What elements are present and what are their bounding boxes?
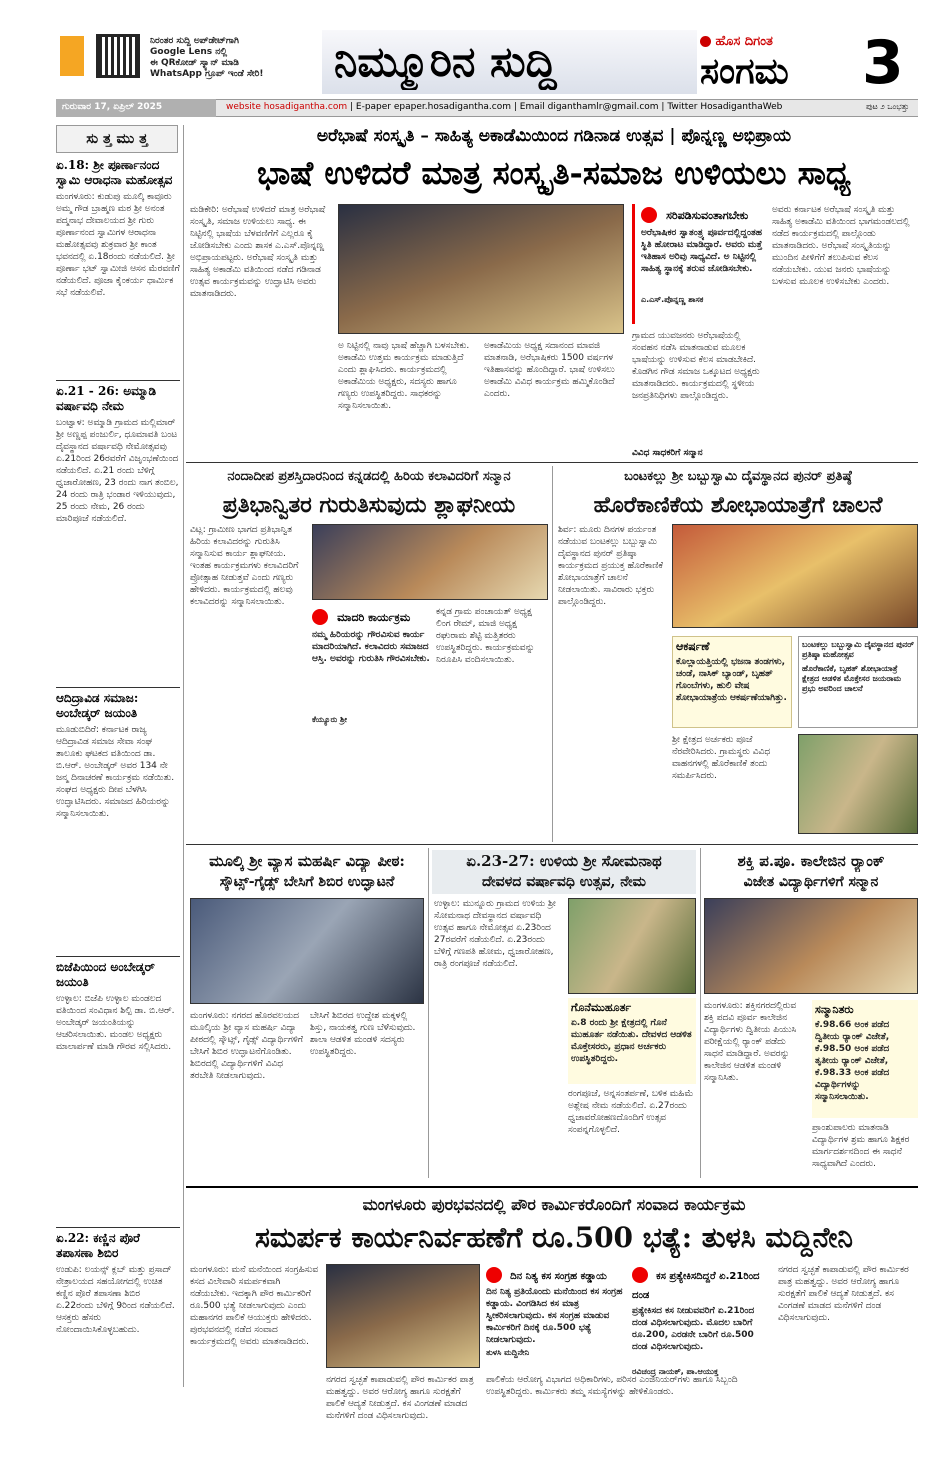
mulki-body: ಮಂಗಳೂರು: ನಗರದ ಹೊರವಲಯದ ಮೂಲ್ಕಿಯ ಶ್ರೀ ವ್ಯಾಸ ಮಹರ್ಷಿ ವಿದ್ಯಾ ಪೀಠದಲ್ಲಿ ಸ್ಕೌಟ್ಸ್, ಗೈಡ್ಸ್ ವಿದ್ಯಾರ್ಥಿಗಳಿಗೆ ಬೇಸಿಗೆ ಶಿಬಿರ ಉದ್ಘಾಟನೆಗೊಂಡಿತು. ಶಿಬಿರದಲ್ಲಿ ವಿದ್ಯಾರ್ಥಿಗಳಿಗೆ ವಿವಿಧ ತರಬೇತಿ ನೀಡಲಾಗುವುದು.: [190, 1011, 304, 1081]
lead-kicker: ಅರೆಭಾಷೆ ಸಂಸ್ಕೃತಿ – ಸಾಹಿತ್ಯ ಅಕಾಡೆಮಿಯಿಂದ ಗಡಿನಾಡ ಉತ್ಸವ | ಪೊನ್ನಣ್ಣ ಅಭಿಪ್ರಾಯ: [316, 126, 792, 146]
speech-icon: [632, 1267, 648, 1283]
lead-body-col3: ಅ ನಿಟ್ಟಿನಲ್ಲಿ ನಾವು ಭಾಷೆ ಹೆಚ್ಚಾಗಿ ಬಳಸಬೇಕು. ಅಕಾಡೆಮಿ ಉತ್ತಮ ಕಾರ್ಯಕ್ರಮ ಮಾಡುತ್ತಿದೆ ಎಂದು ಶ್ಲಾಘಿಸಿದರು. ಕಾರ್ಯಕ್ರಮದಲ್ಲಿ ಅಕಾಡೆಮಿಯ ಅಧ್ಯಕ್ಷರು, ಸದಸ್ಯರು ಹಾಗೂ ಗಣ್ಯರು ಉಪಸ್ಥಿತರಿದ್ದರು. ಸಾಧಕರನ್ನು ಸನ್ಮಾನಿಸಲಾಯಿತು.: [338, 341, 470, 411]
epaper-link[interactable]: E-paper epaper.hosadigantha.com: [355, 102, 512, 112]
ulli-inset: [568, 998, 696, 1084]
sanmana-heading: ಸನ್ಮಾನಿತರು: [815, 1003, 854, 1016]
twitter-link[interactable]: Twitter HosadiganthaWeb: [667, 102, 783, 112]
nandadeep-inset: [312, 606, 430, 734]
attraction-box: [672, 636, 792, 728]
inset-credit: ತುಳಸಿ ಮದ್ದಿನೇನಿ: [486, 1348, 530, 1357]
inset-body: ನಮ್ಮ ಹಿರಿಯರನ್ನು ಗೌರವಿಸುವ ಕಾರ್ಯ ಮಾದರಿಯಾಗಿದೆ. ಕಲಾವಿದರು ಸಮಾಜದ ಆಸ್ತಿ. ಅವರನ್ನು ಗುರುತಿಸಿ ಗೌರವಿಸಬೇಕು.: [312, 630, 430, 664]
mulki-photo: [190, 898, 424, 1004]
left-item-headline: ಬಿಜೆಪಿಯಿಂದ ಅಂಬೇಡ್ಕರ್ ಜಯಂತಿ: [56, 960, 155, 989]
bottom-photo: [326, 1264, 480, 1368]
bantakal-body2: ಶ್ರೀ ಕ್ಷೇತ್ರದ ಅರ್ಚಕರು ಪೂಜೆ ನೆರವೇರಿಸಿದರು. ಗ್ರಾಮಸ್ಥರು ವಿವಿಧ ವಾಹನಗಳಲ್ಲಿ ಹೊರೆಕಾಣಿಕೆ ತಂದು ಸಮರ್ಪಿಸಿದರು.: [672, 735, 771, 781]
lead-headline: ಭಾಷೆ ಉಳಿದರೆ ಮಾತ್ರ ಸಂಸ್ಕೃತಿ-ಸಮಾಜ ಉಳಿಯಲು ಸಾಧ್ಯ: [257, 154, 851, 192]
bantakal-kicker: ಬಂಟಕಲ್ಲು ಶ್ರೀ ಬಬ್ಬುಸ್ವಾಮಿ ದೈವಸ್ಥಾನದ ಪುನರ್ ಪ್ರತಿಷ್ಠೆ: [624, 469, 852, 484]
left-item-5: [56, 1227, 180, 1424]
nandadeep-body: ವಿಟ್ಲ: ಗ್ರಾಮೀಣ ಭಾಗದ ಪ್ರತಿಭಾನ್ವಿತ ಹಿರಿಯ ಕಲಾವಿದರನ್ನು ಗುರುತಿಸಿ ಸನ್ಮಾನಿಸುವ ಕಾರ್ಯ ಶ್ಲಾಘನೀಯ. ಇಂತಹ ಕಾರ್ಯಕ್ರಮಗಳು ಕಲಾವಿದರಿಗೆ ಪ್ರೋತ್ಸಾಹ ನೀಡುತ್ತವೆ ಎಂದು ಗಣ್ಯರು ಹೇಳಿದರು. ಕಾರ್ಯಕ್ರಮದಲ್ಲಿ ಹಲವು ಕಲಾವಿದರನ್ನು ಸನ್ಮಾನಿಸಲಾಯಿತು.: [190, 525, 299, 607]
bottom-body4: ನಗರದ ಸ್ವಚ್ಛತೆ ಕಾಪಾಡುವಲ್ಲಿ ಪೌರ ಕಾರ್ಮಿಕರ ಪಾತ್ರ ಮಹತ್ವದ್ದು. ಅವರ ಆರೋಗ್ಯ ಹಾಗೂ ಸುರಕ್ಷತೆಗೆ ಪಾಲಿಕೆ ಆದ್ಯತೆ ನೀಡುತ್ತದೆ. ಕಸ ವಿಂಗಡಣೆ ಮಾಡದ ಮನೆಗಳಿಗೆ ದಂಡ ವಿಧಿಸಲಾಗುವುದು.: [778, 1265, 909, 1323]
inset-body: ಏ.8 ರಂದು ಶ್ರೀ ಕ್ಷೇತ್ರದಲ್ಲಿ ಗೊನೆ ಮುಹೂರ್ತ ನಡೆಯಿತು. ದೇವಳದ ಆಡಳಿತ ಮೊಕ್ತೇಸರರು, ಪ್ರಧಾನ ಅರ್ಚಕರು ಉಪಸ್ಥಿತರಿದ್ದರು.: [571, 1018, 692, 1064]
bottom-body3: ಪಾಲಿಕೆಯ ಆರೋಗ್ಯ ವಿಭಾಗದ ಅಧಿಕಾರಿಗಳು, ಪರಿಸರ ಎಂಜಿನಿಯರ್‌ಗಳು ಹಾಗೂ ಸಿಬ್ಬಂದಿ ಉಪಸ್ಥಿತರಿದ್ದರು. ಕಾರ್ಮಿಕರು ತಮ್ಮ ಸಮಸ್ಯೆಗಳನ್ನು ಹೇಳಿಕೊಂಡರು.: [486, 1375, 738, 1397]
date: ಗುರುವಾರ 17, ಏಪ್ರಿಲ್ 2025: [62, 102, 163, 112]
qr-code: [96, 34, 140, 78]
inset-heading: ಕಸ ಪ್ರತ್ಯೇಕಿಸದಿದ್ದರೆ ಏ.21ರಿಂದ ದಂಡ: [632, 1271, 760, 1301]
lead-inset: [632, 204, 766, 324]
inset-credit: ಕೆಯ್ಯೂರು ಶ್ರೀ: [312, 715, 348, 724]
inset-body: ದಿನ ನಿತ್ಯ ಪ್ರತಿಯೊಂದು ಮನೆಯಿಂದ ಕಸ ಸಂಗ್ರಹ ಕಡ್ಡಾಯ. ವಿಂಗಡಿಸಿದ ಕಸ ಮಾತ್ರ ಸ್ವೀಕರಿಸಲಾಗುವುದು. ಕಸ ಸಂಗ್ರಹ ಮಾಡುವ ಕಾರ್ಮಿಕರಿಗೆ ದಿನಕ್ಕೆ ರೂ.500 ಭತ್ಯೆ ನೀಡಲಾಗುವುದು.: [486, 1287, 623, 1345]
bottom-inset-2: [632, 1264, 772, 1376]
left-item-4: [56, 956, 180, 1213]
bantakal-headline: ಹೊರೆಕಾಣಿಕೆಯ ಶೋಭಾಯಾತ್ರೆಗೆ ಚಾಲನೆ: [593, 492, 883, 518]
bottom-kicker: ಮಂಗಳೂರು ಪುರಭವನದಲ್ಲಿ ಪೌರ ಕಾರ್ಮಿಕರೊಂದಿಗೆ ಸಂವಾದ ಕಾರ್ಯಕ್ರಮ: [362, 1195, 746, 1214]
left-item-body: ಉಡುಪಿ: ಲಯನ್ಸ್ ಕ್ಲಬ್ ಮತ್ತು ಪ್ರಸಾದ್ ನೇತ್ರಾಲಯದ ಸಹಯೋಗದಲ್ಲಿ ಉಚಿತ ಕಣ್ಣಿನ ಪೊರೆ ತಪಾಸಣಾ ಶಿಬಿರ ಏ.22ರಂದು ಬೆಳಿಗ್ಗೆ 9ರಿಂದ ನಡೆಯಲಿದೆ. ಆಸಕ್ತರು ಹೆಸರು ನೋಂದಾಯಿಸಿಕೊಳ್ಳಬಹುದು.: [56, 1265, 175, 1335]
caption-1: ಬಂಟಕಲ್ಲು ಬಬ್ಬುಸ್ವಾಮಿ ದೈವಸ್ಥಾನದ ಪುನರ್ ಪ್ರತಿಷ್ಠಾ ಮಹೋತ್ಸವ: [802, 640, 914, 659]
sanmana-body: ಕೆ.98.66 ಅಂಕ ಪಡೆದ ದ್ವಿತೀಯ ರ್‍ಯಾಂಕ್ ವಿಜೇತೆ, ಕೆ.98.50 ಅಂಕ ಪಡೆದ ತೃತೀಯ ರ್‍ಯಾಂಕ್ ವಿಜೇತೆ, ಕೆ.98.33 ಅಂಕ ಪಡೆದ ವಿದ್ಯಾರ್ಥಿಗಳನ್ನು ಸನ್ಮಾನಿಸಲಾಯಿತು.: [815, 1020, 890, 1102]
nandadeep-body2: ಕನ್ನಡ ಗ್ರಾಮ ಪಂಚಾಯತ್ ಅಧ್ಯಕ್ಷ ಲಿಂಗ ರೇಮ್, ಮಾಜಿ ಅಧ್ಯಕ್ಷ ರಘುರಾಮ ಶೆಟ್ಟಿ ಮತ್ತಿತರರು ಉಪಸ್ಥಿತರಿದ್ದರು. ಕಾರ್ಯಕ್ರಮವನ್ನು ನಿರೂಪಿಸಿ ವಂದಿಸಲಾಯಿತು.: [436, 607, 535, 665]
inset-credit: ರವಿಚಂದ್ರ ನಾಯಕ್, ಪಾ.ಆಯುಕ್ತ: [632, 1367, 719, 1376]
nandadeep-headline: ಪ್ರತಿಭಾನ್ವಿತರ ಗುರುತಿಸುವುದು ಶ್ಲಾಘನೀಯ: [222, 492, 516, 518]
left-item-headline: ಏ.21 - 26: ಅಮ್ಮಾಡಿ ವರ್ಷಾವಧಿ ನೇಮ: [56, 384, 157, 413]
inset-heading: ದಿನ ನಿತ್ಯ ಕಸ ಸಂಗ್ರಹ ಕಡ್ಡಾಯ: [510, 1271, 607, 1282]
left-item-headline: ಏ.18: ಶ್ರೀ ಪೂರ್ಣಾನಂದ ಸ್ವಾಮಿ ಆರಾಧನಾ ಮಹೋತ್ಸವ: [56, 158, 173, 187]
bottom-headline: ಸಮರ್ಪಕ ಕಾರ್ಯನಿರ್ವಹಣೆಗೆ ರೂ.500 ಭತ್ಯೆ: ತುಳಸಿ ಮದ್ದಿನೇನಿ: [255, 1221, 853, 1254]
mulki-headline-1: ಮೂಲ್ಕಿ ಶ್ರೀ ವ್ಯಾಸ ಮಹರ್ಷಿ ವಿದ್ಯಾ ಪೀಠ:: [209, 852, 405, 870]
inset-heading: ಮಾದರಿ ಕಾರ್ಯಕ್ರಮ: [337, 611, 411, 624]
page-count: ಪುಟ ೨ ಒಂಭತ್ತು: [866, 102, 910, 111]
sanmana-box: [812, 1000, 918, 1118]
left-item-3: [56, 687, 180, 944]
left-item-body: ಮಂಗಳೂರು: ಕುಡುಪು ಮೂಲ್ಕಿ ಕಾವೂರು ಅಮ್ಮ ಗೌಡ ಬ್ರಾಹ್ಮಣ ಮಠ ಶ್ರೀ ಅನಂತ ಪದ್ಮನಾಭ ದೇವಾಲಯದ ಶ್ರೀ ಗುರು ಪೂರ್ಣಾನಂದ ಸ್ವಾಮಿಗಳ ಆರಾಧನಾ ಮಹೋತ್ಸವವು ಶುಕ್ರವಾರ ಶ್ರೀ ಕಾಂತ ಭವನದಲ್ಲಿ ಏ.18ರಂದು ನಡೆಯಲಿದೆ. ಶ್ರೀ ಪೂರ್ಣಾ ಭಟ್ ಸ್ವಾಮೀಜಿ ಆಸನ ಮೆರವಣಿಗೆ ನಡೆಯಲಿದೆ. ಪೂಜಾ ಕೈಂಕರ್ಯ ಧಾರ್ಮಿಕ ಸಭೆ ನಡೆಯಲಿವೆ.: [56, 192, 180, 298]
bantakal-caption-box: [798, 636, 918, 728]
nandadeep-kicker: ನಂದಾದೀಪ ಪ್ರಶಸ್ತಿದಾರನಿಂದ ಕನ್ನಡದಲ್ಲಿ ಹಿರಿಯ ಕಲಾವಿದರಿಗೆ ಸನ್ಮಾನ: [227, 469, 511, 484]
left-column-title: ಸು ತ್ತ ಮು ತ್ತ: [86, 131, 148, 147]
left-item-1: [56, 158, 180, 386]
bantakal-body: ಶಿರ್ವ: ಮೂರು ದಿನಗಳ ಪರ್ಯಂತ ನಡೆಯುವ ಬಂಟಕಲ್ಲು ಬಬ್ಬುಸ್ವಾಮಿ ದೈವಸ್ಥಾನದ ಪುನರ್ ಪ್ರತಿಷ್ಠಾ ಕಾರ್ಯಕ್ರಮದ ಪ್ರಯುಕ್ತ ಹೊರೆಕಾಣಿಕೆ ಶೋಭಾಯಾತ್ರೆಗೆ ಚಾಲನೆ ನೀಡಲಾಯಿತು. ಸಾವಿರಾರು ಭಕ್ತರು ಪಾಲ್ಗೊಂಡಿದ್ದರು.: [558, 525, 664, 607]
brand-logo: ಹೊಸ ದಿಗಂತ: [700, 34, 840, 49]
orange-tab: [60, 36, 84, 76]
caption-2: ಹೊರೆಕಾಣಿಕೆ, ಬೃಹತ್ ಶೋಭಾಯಾತ್ರೆ ಕ್ಷೇತ್ರದ ಆಡಳಿತ ಮೊಕ್ತೇಸರ ಜಯರಾಮ ಪ್ರಭು ಅವರಿಂದ ಚಾಲನೆ: [802, 664, 902, 693]
nandadeep-photo: [312, 524, 548, 600]
mulki-body2: ಬೇಸಿಗೆ ಶಿಬಿರದ ಉದ್ದೇಶ ಮಕ್ಕಳಲ್ಲಿ ಶಿಸ್ತು, ನಾಯಕತ್ವ ಗುಣ ಬೆಳೆಸುವುದು. ಶಾಲಾ ಆಡಳಿತ ಮಂಡಳಿ ಸದಸ್ಯರು ಉಪಸ್ಥಿತರಿದ್ದರು.: [310, 1011, 416, 1057]
website-link[interactable]: website hosadigantha.com: [226, 102, 348, 112]
edition-name: ಸಂಗಮ: [700, 50, 789, 92]
bottom-body: ಮಂಗಳೂರು: ಮನೆ ಮನೆಯಿಂದ ಸಂಗ್ರಹಿಸುವ ಕಸದ ವಿಲೇವಾರಿ ಸಮರ್ಪಕವಾಗಿ ನಡೆಯಬೇಕು. ಇದಕ್ಕಾಗಿ ಪೌರ ಕಾರ್ಮಿಕರಿಗೆ ರೂ.500 ಭತ್ಯೆ ನೀಡಲಾಗುವುದು ಎಂದು ಮಹಾನಗರ ಪಾಲಿಕೆ ಆಯುಕ್ತರು ಹೇಳಿದರು. ಪುರಭವನದಲ್ಲಿ ನಡೆದ ಸಂವಾದ ಕಾರ್ಯಕ್ರಮದಲ್ಲಿ ಅವರು ಮಾತನಾಡಿದರು.: [190, 1265, 319, 1347]
email-link[interactable]: Email diganthamlr@gmail.com: [519, 102, 659, 112]
shakti-body2: ಪ್ರಾಂಶುಪಾಲರು ಮಾತನಾಡಿ ವಿದ್ಯಾರ್ಥಿಗಳ ಶ್ರಮ ಹಾಗೂ ಶಿಕ್ಷಕರ ಮಾರ್ಗದರ್ಶನದಿಂದ ಈ ಸಾಧನೆ ಸಾಧ್ಯವಾಗಿದೆ ಎಂದರು.: [812, 1123, 910, 1169]
inset-heading: ಗೊನೆಮುಹೂರ್ತ: [571, 1001, 632, 1014]
lead-subhead: ವಿವಿಧ ಸಾಧಕರಿಗೆ ಸನ್ಮಾನ: [632, 448, 703, 458]
lead-body-col6: ಅವರು ಕರ್ನಾಟಕ ಅರೆಭಾಷೆ ಸಂಸ್ಕೃತಿ ಮತ್ತು ಸಾಹಿತ್ಯ ಅಕಾಡೆಮಿ ವತಿಯಿಂದ ಭಾಗಮಂಡಲದಲ್ಲಿ ನಡೆದ ಕಾರ್ಯಕ್ರಮದಲ್ಲಿ ಪಾಲ್ಗೊಂಡು ಮಾತನಾಡಿದರು. ಅರೆಭಾಷೆ ಸಂಸ್ಕೃತಿಯನ್ನು ಮುಂದಿನ ಪೀಳಿಗೆಗೆ ತಲುಪಿಸುವ ಕೆಲಸ ನಡೆಯಬೇಕು. ಯುವ ಜನರು ಭಾಷೆಯನ್ನು ಬಳಸುವ ಮೂಲಕ ಉಳಿಸಬೇಕು ಎಂದರು.: [772, 205, 910, 287]
inset-body: ಅರೆಭಾಷಿಕರ ಸ್ವಾತಂತ್ರ್ಯ ಪೂರ್ವದಲ್ಲಿದ್ದಂತಹ ಸ್ಥಿತಿ ಹೋರಾಟ ಮಾಡಿದ್ದಾರೆ. ಅವರು ಮತ್ತೆ ಇತಿಹಾಸ ಅರಿವು ಸಾಧ್ಯವಿದೆ. ಅ ನಿಟ್ಟಿನಲ್ಲಿ ಸಾಹಿತ್ಯ ಸ್ಥಾನಕ್ಕೆ ತರುವ ಜೋಡಿಸಬೇಕು.: [641, 228, 763, 274]
left-column-header: [56, 125, 178, 153]
attraction-body: ಕೊಲ್ಲಾಯತ್ತಿಯಲ್ಲಿ ಭಜನಾ ತಂಡಗಳು, ಚಂಡೆ, ನಾಸಿಕ್ ಬ್ಯಾಂಡ್, ಬೃಹತ್ ಗೊಂಬೆಗಳು, ಹುಲಿ ವೇಷ ಶೋಭಾಯಾತ್ರೆಯ ಆಕರ್ಷಣೆಯಾಗಿತ್ತು.: [676, 657, 787, 703]
ulli-headline-2: ದೇವಳದ ವರ್ಷಾವಧಿ ಉತ್ಸವ, ನೇಮ: [482, 874, 646, 890]
page-number: 3: [862, 28, 904, 98]
bantakal-photo-2: [798, 734, 918, 834]
inset-credit: ಎ.ಎಸ್.ಪೊನ್ನಣ್ಣ ಶಾಸಕ: [641, 295, 704, 304]
section-title: ನಿಮ್ಮೂರಿನ ಸುದ್ದಿ: [334, 37, 557, 86]
speech-icon: [641, 207, 657, 223]
speech-icon: [486, 1267, 502, 1283]
lead-body-col1: ಮಡಿಕೇರಿ: ಅರೆಭಾಷೆ ಉಳಿದರೆ ಮಾತ್ರ ಅರೆಭಾಷೆ ಸಂಸ್ಕೃತಿ, ಸಮಾಜ ಉಳಿಯಲು ಸಾಧ್ಯ. ಈ ನಿಟ್ಟಿನಲ್ಲಿ ಭಾಷೆಯ ಬೆಳವಣಿಗೆಗೆ ಎಲ್ಲರೂ ಕೈ ಜೋಡಿಸಬೇಕು ಎಂದು ಶಾಸಕ ಎ.ಎಸ್.ಪೊನ್ನಣ್ಣ ಅಭಿಪ್ರಾಯಪಟ್ಟರು. ಅರೆಭಾಷೆ ಸಂಸ್ಕೃತಿ ಮತ್ತು ಸಾಹಿತ್ಯ ಅಕಾಡೆಮಿ ವತಿಯಿಂದ ನಡೆದ ಗಡಿನಾಡ ಉತ್ಸವ ಕಾರ್ಯಕ್ರಮವನ್ನು ಉದ್ಘಾಟಿಸಿ ಅವರು ಮಾತನಾಡಿದರು.: [190, 205, 326, 299]
shakti-headline-1: ಶಕ್ತಿ ಪ.ಪೂ. ಕಾಲೇಜಿನ ರ್‍ಯಾಂಕ್: [737, 852, 885, 870]
ulli-body: ಉಳ್ಳಾಲ: ಮುನ್ನೂರು ಗ್ರಾಮದ ಉಳಿಯ ಶ್ರೀ ಸೋಮನಾಥ ದೇವಸ್ಥಾನದ ವರ್ಷಾವಧಿ ಉತ್ಸವ ಹಾಗೂ ನೇಮೋತ್ಸವ ಏ.23ರಿಂದ 27ರವರೆಗೆ ನಡೆಯಲಿದೆ. ಏ.23ರಂದು ಬೆಳಿಗ್ಗೆ ಗಣಪತಿ ಹೋಮ, ಧ್ವಜಾರೋಹಣ, ರಾತ್ರಿ ರಂಗಪೂಜೆ ನಡೆಯಲಿದೆ.: [434, 899, 556, 969]
left-item-2: [56, 380, 180, 667]
mulki-headline-2: ಸ್ಕೌಟ್ಸ್-ಗೈಡ್ಸ್ ಬೇಸಿಗೆ ಶಿಬಿರ ಉದ್ಘಾಟನೆ: [219, 874, 395, 890]
speech-icon: [312, 609, 328, 625]
bottom-body2: ನಗರದ ಸ್ವಚ್ಛತೆ ಕಾಪಾಡುವಲ್ಲಿ ಪೌರ ಕಾರ್ಮಿಕರ ಪಾತ್ರ ಮಹತ್ವದ್ದು. ಅವರ ಆರೋಗ್ಯ ಹಾಗೂ ಸುರಕ್ಷತೆಗೆ ಪಾಲಿಕೆ ಆದ್ಯತೆ ನೀಡುತ್ತದೆ. ಕಸ ವಿಂಗಡಣೆ ಮಾಡದ ಮನೆಗಳಿಗೆ ದಂಡ ವಿಧಿಸಲಾಗುವುದು.: [326, 1375, 474, 1421]
ulli-headline-1: ಏ.23-27: ಉಳಿಯ ಶ್ರೀ ಸೋಮನಾಥ: [466, 852, 662, 870]
bantakal-photo: [672, 524, 918, 628]
left-item-headline: ಏ.22: ಕಣ್ಣಿನ ಪೊರೆ ತಪಾಸಣಾ ಶಿಬಿರ: [56, 1231, 140, 1260]
attraction-heading: ಆಕರ್ಷಣೆ: [676, 640, 710, 653]
contact-line: website hosadigantha.com | E-paper epaper.hosadigantha.com | Email diganthamlr@gmail.com | Twitter HosadiganthaWeb: [226, 102, 783, 112]
shakti-photo: [704, 898, 918, 994]
left-item-body: ಉಳ್ಳಾಲ: ಬಿಜೆಪಿ ಉಳ್ಳಾಲ ಮಂಡಲದ ವತಿಯಿಂದ ಸಂವಿಧಾನ ಶಿಲ್ಪಿ ಡಾ. ಬಿ.ಆರ್. ಅಂಬೇಡ್ಕರ್ ಜಯಂತಿಯನ್ನು ಆಚರಿಸಲಾಯಿತು. ಮಂಡಲ ಅಧ್ಯಕ್ಷರು ಮಾಲಾರ್ಪಣೆ ಮಾಡಿ ಗೌರವ ಸಲ್ಲಿಸಿದರು.: [56, 994, 175, 1052]
ulli-body2: ರಂಗಪೂಜೆ, ಅನ್ನಸಂತರ್ಪಣೆ, ಬಳಿಕ ಮಹಿಮೆ ಅಶ್ಲೇಷ ನೇಮ ನಡೆಯಲಿದೆ. ಏ.27ರಂದು ಧ್ವಜಾವರೋಹಣದೊಂದಿಗೆ ಉತ್ಸವ ಸಂಪನ್ನಗೊಳ್ಳಲಿದೆ.: [568, 1089, 694, 1135]
qr-promo: ನಿರಂತರ ಸುದ್ದಿ ಅಪ್‌ಡೇಟ್‌ಗಾಗಿ Google Lens ನಲ್ಲಿ ಈ QRಕೋಡ್ ಸ್ಕ್ಯಾನ್ ಮಾಡಿ WhatsApp ಗ್ರೂಪ್ ಇಂಡೆ ಸೇರಿ!: [150, 36, 264, 79]
lead-photo: [338, 204, 624, 334]
ulli-photo: [568, 898, 696, 994]
left-item-headline: ಆದಿದ್ರಾವಿಡ ಸಮಾಜ: ಅಂಬೇಡ್ಕರ್ ಜಯಂತಿ: [56, 691, 139, 720]
lead-body-col4: ಅಕಾಡೆಮಿಯ ಅಧ್ಯಕ್ಷ ಸದಾನಂದ ಮಾವಜಿ ಮಾತನಾಡಿ, ಅರೆಭಾಷಿಕರು 1500 ವರ್ಷಗಳ ಇತಿಹಾಸವನ್ನು ಹೊಂದಿದ್ದಾರೆ. ಭಾಷೆ ಉಳಿಸಲು ಅಕಾಡೆಮಿ ವಿವಿಧ ಕಾರ್ಯಕ್ರಮ ಹಮ್ಮಿಕೊಂಡಿದೆ ಎಂದರು.: [484, 341, 615, 399]
shakti-headline-2: ವಿಜೇತ ವಿದ್ಯಾರ್ಥಿಗಳಿಗೆ ಸನ್ಮಾನ: [743, 874, 879, 890]
left-item-body: ಮೂಡುಬಿದಿರೆ: ಕರ್ನಾಟಕ ರಾಜ್ಯ ಆದಿದ್ರಾವಿಡ ಸಮಾಜ ಸೇವಾ ಸಂಘ ತಾಲೂಕು ಘಟಕದ ವತಿಯಿಂದ ಡಾ. ಬಿ.ಆರ್. ಅಂಬೇಡ್ಕರ್ ಅವರ 134 ನೇ ಜನ್ಮ ದಿನಾಚರಣೆ ಕಾರ್ಯಕ್ರಮ ನಡೆಯಿತು. ಸಂಘದ ಅಧ್ಯಕ್ಷರು ದೀಪ ಬೆಳಗಿಸಿ ಉದ್ಘಾಟಿಸಿದರು. ಸಮಾಜದ ಹಿರಿಯರನ್ನು ಸನ್ಮಾನಿಸಲಾಯಿತು.: [56, 725, 175, 819]
left-item-body: ಬಂಟ್ವಾಳ: ಅಮ್ಮಾಡಿ ಗ್ರಾಮದ ಮಲ್ಲಿಮಾರ್ ಶ್ರೀ ಅಣ್ಣಪ್ಪ ಪಂಜುರ್ಲಿ, ಧೂಮಾವತಿ ಬಂಟ ದೈವಸ್ಥಾನದ ವರ್ಷಾವಧಿ ನೇಮೋತ್ಸವವು ಏ.21ರಿಂದ 26ರವರೆಗೆ ವಿಜೃಂಭಣೆಯಿಂದ ನಡೆಯಲಿದೆ. ಏ.21 ರಂದು ಬೆಳಿಗ್ಗೆ ಧ್ವಜಾರೋಹಣ, 23 ರಂದು ನಾಗ ತಂಬಿಲ, 24 ರಂದು ರಾತ್ರಿ ಭಂಡಾರ ಇಳಿಯುವುದು, 25 ರಂದು ನೇಮ, 26 ರಂದು ಮಾರಿಪೂಜೆ ನಡೆಯಲಿದೆ.: [56, 418, 179, 524]
brand-dot-icon: [700, 36, 711, 47]
shakti-body: ಮಂಗಳೂರು: ಶಕ್ತಿನಗರದಲ್ಲಿರುವ ಶಕ್ತಿ ಪದವಿ ಪೂರ್ವ ಕಾಲೇಜಿನ ವಿದ್ಯಾರ್ಥಿಗಳು ದ್ವಿತೀಯ ಪಿಯುಸಿ ಪರೀಕ್ಷೆಯಲ್ಲಿ ರ್‍ಯಾಂಕ್ ಪಡೆದು ಸಾಧನೆ ಮಾಡಿದ್ದಾರೆ. ಅವರನ್ನು ಕಾಲೇಜಿನ ಆಡಳಿತ ಮಂಡಳಿ ಸನ್ಮಾನಿಸಿತು.: [704, 1001, 797, 1083]
bottom-inset-1: [486, 1264, 626, 1368]
inset-heading: ಸರಿಪಡಿಸುವಂತಾಗಬೇಕು: [666, 209, 749, 222]
inset-body: ಪ್ರತ್ಯೇಕಿಸದ ಕಸ ನೀಡುವವರಿಗೆ ಏ.21ರಿಂದ ದಂಡ ವಿಧಿಸಲಾಗುವುದು. ಮೊದಲ ಬಾರಿಗೆ ರೂ.200, ಎರಡನೇ ಬಾರಿಗೆ ರೂ.500 ದಂಡ ವಿಧಿಸಲಾಗುವುದು.: [632, 1306, 755, 1352]
lead-body-col5: ಗ್ರಾಮದ ಯುವಜನರು ಅರೆಭಾಷೆಯಲ್ಲಿ ಸಂವಹನ ನಡೆಸಿ ಮಾತನಾಡುವ ಮೂಲಕ ಭಾಷೆಯನ್ನು ಉಳಿಸುವ ಕೆಲಸ ಮಾಡಬೇಕಿದೆ. ಕೊಡಗಿನ ಗೌಡ ಸಮಾಜ ಒಕ್ಕೂಟದ ಅಧ್ಯಕ್ಷರು ಮಾತನಾಡಿದರು. ಕಾರ್ಯಕ್ರಮದಲ್ಲಿ ಸ್ಥಳೀಯ ಜನಪ್ರತಿನಿಧಿಗಳು ಪಾಲ್ಗೊಂಡಿದ್ದರು.: [632, 331, 760, 401]
